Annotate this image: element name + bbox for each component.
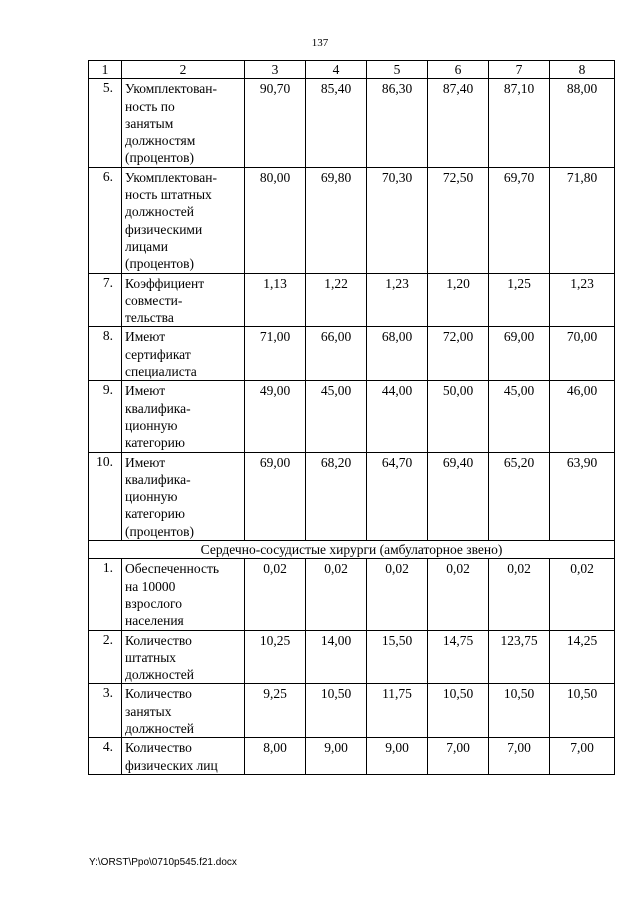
table-row bbox=[89, 381, 615, 452]
table-row bbox=[89, 559, 615, 630]
value-cell: 7,00 bbox=[550, 738, 615, 775]
value-cell: 87,40 bbox=[428, 79, 489, 167]
row-number-cell: 8. bbox=[89, 327, 122, 381]
value-cell: 10,50 bbox=[428, 684, 489, 738]
header-cell: 6 bbox=[428, 61, 489, 79]
value-cell: 69,00 bbox=[245, 452, 306, 540]
row-number-cell: 9. bbox=[89, 381, 122, 452]
table-row bbox=[89, 167, 615, 273]
value-cell: 72,00 bbox=[428, 327, 489, 381]
value-cell: 64,70 bbox=[367, 452, 428, 540]
indicator-label-cell: Имеют сертификат специалиста bbox=[122, 327, 245, 381]
value-cell: 0,02 bbox=[550, 559, 615, 630]
value-cell: 1,13 bbox=[245, 273, 306, 327]
value-cell: 0,02 bbox=[367, 559, 428, 630]
row-number-cell: 5. bbox=[89, 79, 122, 167]
header-cell: 4 bbox=[306, 61, 367, 79]
value-cell: 68,20 bbox=[306, 452, 367, 540]
value-cell: 1,23 bbox=[550, 273, 615, 327]
value-cell: 10,50 bbox=[306, 684, 367, 738]
value-cell: 45,00 bbox=[306, 381, 367, 452]
table-row bbox=[89, 684, 615, 738]
table-row bbox=[89, 630, 615, 684]
value-cell: 9,00 bbox=[367, 738, 428, 775]
value-cell: 69,00 bbox=[489, 327, 550, 381]
header-cell: 1 bbox=[89, 61, 122, 79]
header-cell: 5 bbox=[367, 61, 428, 79]
value-cell: 85,40 bbox=[306, 79, 367, 167]
value-cell: 69,40 bbox=[428, 452, 489, 540]
value-cell: 10,25 bbox=[245, 630, 306, 684]
indicator-label-cell: Имеют квалифика- ционную категорию bbox=[122, 381, 245, 452]
value-cell: 80,00 bbox=[245, 167, 306, 273]
value-cell: 71,00 bbox=[245, 327, 306, 381]
file-path-footer: Y:\ORST\Ppo\0710p545.f21.docx bbox=[89, 857, 237, 868]
value-cell: 1,20 bbox=[428, 273, 489, 327]
value-cell: 14,25 bbox=[550, 630, 615, 684]
value-cell: 88,00 bbox=[550, 79, 615, 167]
header-cell: 3 bbox=[245, 61, 306, 79]
table-row bbox=[89, 738, 615, 775]
value-cell: 46,00 bbox=[550, 381, 615, 452]
header-cell: 8 bbox=[550, 61, 615, 79]
row-number-cell: 4. bbox=[89, 738, 122, 775]
value-cell: 0,02 bbox=[245, 559, 306, 630]
indicator-label-cell: Количество занятых должностей bbox=[122, 684, 245, 738]
value-cell: 10,50 bbox=[550, 684, 615, 738]
value-cell: 9,25 bbox=[245, 684, 306, 738]
value-cell: 1,22 bbox=[306, 273, 367, 327]
indicator-label-cell: Коэффициент совмести- тельства bbox=[122, 273, 245, 327]
row-number-cell: 6. bbox=[89, 167, 122, 273]
value-cell: 10,50 bbox=[489, 684, 550, 738]
value-cell: 70,30 bbox=[367, 167, 428, 273]
staffing-table bbox=[88, 60, 615, 775]
indicator-label-cell: Обеспеченность на 10000 взрослого населения bbox=[122, 559, 245, 630]
indicator-label-cell: Укомплектован- ность штатных должностей физическими лицами (процентов) bbox=[122, 167, 245, 273]
value-cell: 70,00 bbox=[550, 327, 615, 381]
table-header-row bbox=[89, 61, 615, 79]
page-number: 137 bbox=[311, 37, 329, 49]
value-cell: 0,02 bbox=[306, 559, 367, 630]
value-cell: 0,02 bbox=[428, 559, 489, 630]
value-cell: 68,00 bbox=[367, 327, 428, 381]
value-cell: 90,70 bbox=[245, 79, 306, 167]
indicator-label-cell: Количество штатных должностей bbox=[122, 630, 245, 684]
value-cell: 49,00 bbox=[245, 381, 306, 452]
indicator-label-cell: Имеют квалифика- ционную категорию (процентов) bbox=[122, 452, 245, 540]
value-cell: 71,80 bbox=[550, 167, 615, 273]
value-cell: 14,00 bbox=[306, 630, 367, 684]
value-cell: 11,75 bbox=[367, 684, 428, 738]
section-title: Сердечно-сосудистые хирурги (амбулаторное звено) bbox=[89, 541, 615, 559]
table-row bbox=[89, 79, 615, 167]
value-cell: 44,00 bbox=[367, 381, 428, 452]
value-cell: 15,50 bbox=[367, 630, 428, 684]
value-cell: 63,90 bbox=[550, 452, 615, 540]
value-cell: 0,02 bbox=[489, 559, 550, 630]
value-cell: 1,23 bbox=[367, 273, 428, 327]
value-cell: 65,20 bbox=[489, 452, 550, 540]
value-cell: 69,80 bbox=[306, 167, 367, 273]
value-cell: 9,00 bbox=[306, 738, 367, 775]
table-row bbox=[89, 273, 615, 327]
value-cell: 8,00 bbox=[245, 738, 306, 775]
header-cell: 7 bbox=[489, 61, 550, 79]
value-cell: 45,00 bbox=[489, 381, 550, 452]
indicator-label-cell: Укомплектован- ность по занятым должностям (процентов) bbox=[122, 79, 245, 167]
row-number-cell: 10. bbox=[89, 452, 122, 540]
header-cell: 2 bbox=[122, 61, 245, 79]
value-cell: 14,75 bbox=[428, 630, 489, 684]
value-cell: 69,70 bbox=[489, 167, 550, 273]
indicator-label-cell: Количество физических лиц bbox=[122, 738, 245, 775]
value-cell: 7,00 bbox=[489, 738, 550, 775]
value-cell: 66,00 bbox=[306, 327, 367, 381]
row-number-cell: 7. bbox=[89, 273, 122, 327]
value-cell: 7,00 bbox=[428, 738, 489, 775]
value-cell: 123,75 bbox=[489, 630, 550, 684]
table-row bbox=[89, 327, 615, 381]
value-cell: 72,50 bbox=[428, 167, 489, 273]
value-cell: 87,10 bbox=[489, 79, 550, 167]
row-number-cell: 2. bbox=[89, 630, 122, 684]
value-cell: 50,00 bbox=[428, 381, 489, 452]
section-header-row bbox=[89, 541, 615, 559]
value-cell: 1,25 bbox=[489, 273, 550, 327]
table-row bbox=[89, 452, 615, 540]
row-number-cell: 1. bbox=[89, 559, 122, 630]
row-number-cell: 3. bbox=[89, 684, 122, 738]
value-cell: 86,30 bbox=[367, 79, 428, 167]
